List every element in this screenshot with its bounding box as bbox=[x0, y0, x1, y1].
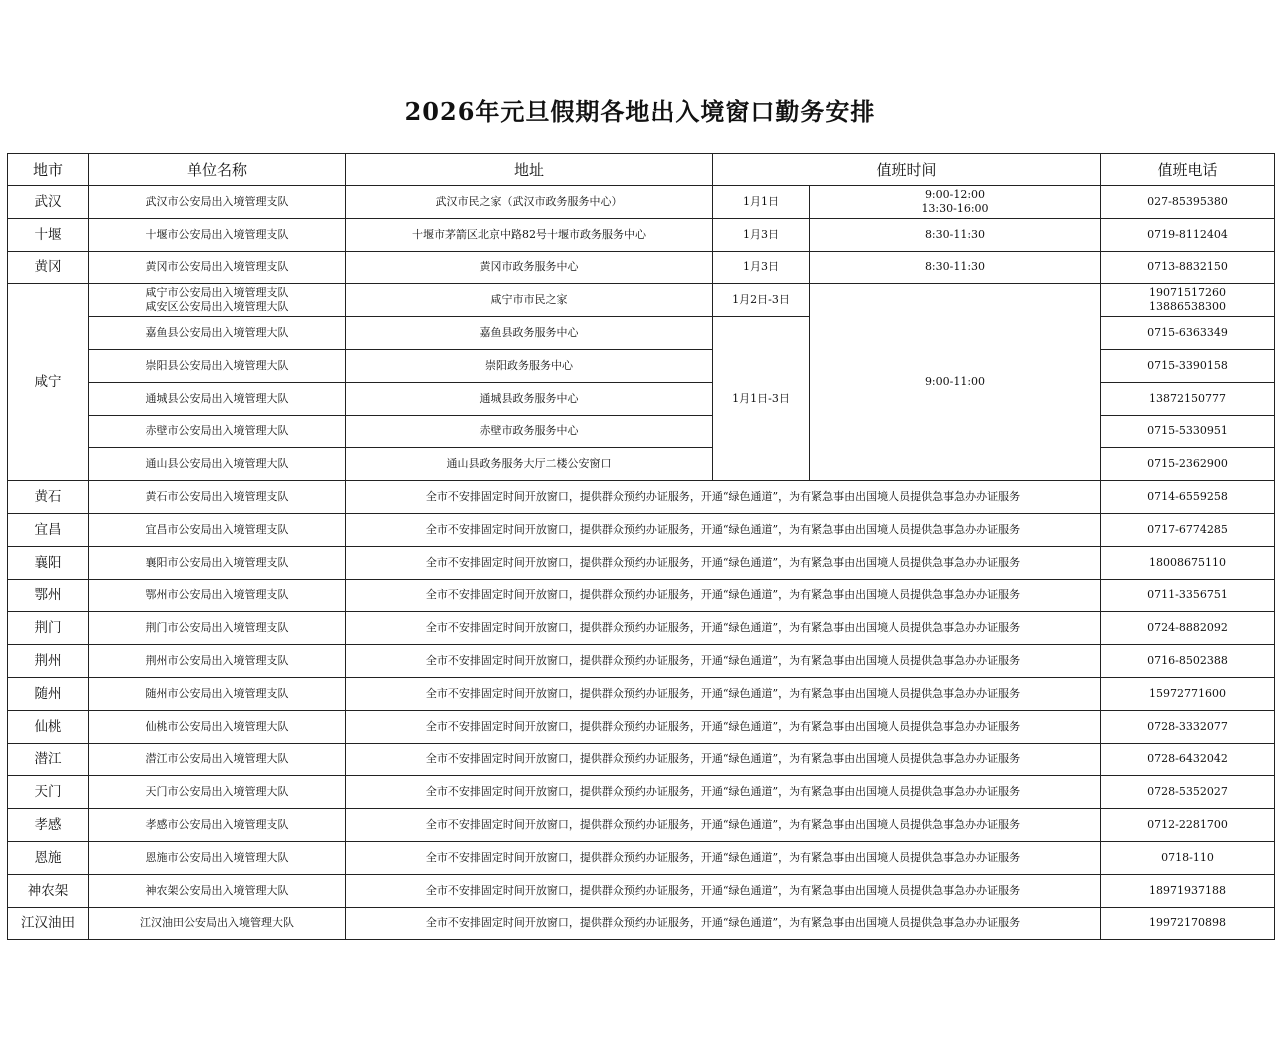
address-cell: 赤壁市政务服务中心 bbox=[346, 415, 713, 448]
unit-cell: 襄阳市公安局出入境管理支队 bbox=[89, 546, 346, 579]
address-cell: 崇阳政务服务中心 bbox=[346, 349, 713, 382]
city-cell: 孝感 bbox=[8, 809, 89, 842]
city-cell: 天门 bbox=[8, 776, 89, 809]
phone-cell: 18971937188 bbox=[1101, 874, 1275, 907]
phone-cell: 0728-5352027 bbox=[1101, 776, 1275, 809]
header-duty-time: 值班时间 bbox=[713, 154, 1101, 186]
unit-cell: 天门市公安局出入境管理大队 bbox=[89, 776, 346, 809]
city-cell: 恩施 bbox=[8, 841, 89, 874]
phone-cell: 0717-6774285 bbox=[1101, 513, 1275, 546]
unit-cell: 宜昌市公安局出入境管理支队 bbox=[89, 513, 346, 546]
date-cell: 1月1日 bbox=[713, 186, 810, 219]
notice-cell: 全市不安排固定时间开放窗口，提供群众预约办证服务，开通“绿色通道”，为有紧急事由出国境人员提供急事急办办证服务 bbox=[346, 809, 1101, 842]
city-cell: 荆门 bbox=[8, 612, 89, 645]
date-cell: 1月2日-3日 bbox=[713, 284, 810, 317]
table-row bbox=[8, 907, 1275, 940]
phone-cell: 0716-8502388 bbox=[1101, 645, 1275, 678]
table-row bbox=[8, 546, 1275, 579]
unit-cell: 江汉油田公安局出入境管理大队 bbox=[89, 907, 346, 940]
phone-cell: 0715-3390158 bbox=[1101, 349, 1275, 382]
notice-cell: 全市不安排固定时间开放窗口，提供群众预约办证服务，开通“绿色通道”，为有紧急事由出国境人员提供急事急办办证服务 bbox=[346, 710, 1101, 743]
phone-cell: 0713-8832150 bbox=[1101, 251, 1275, 284]
phone-cell: 0715-5330951 bbox=[1101, 415, 1275, 448]
phone-cell: 0728-6432042 bbox=[1101, 743, 1275, 776]
notice-cell: 全市不安排固定时间开放窗口，提供群众预约办证服务，开通“绿色通道”，为有紧急事由出国境人员提供急事急办办证服务 bbox=[346, 907, 1101, 940]
table-row bbox=[8, 645, 1275, 678]
table-row bbox=[8, 809, 1275, 842]
table-row bbox=[8, 284, 1275, 317]
unit-cell: 随州市公安局出入境管理支队 bbox=[89, 677, 346, 710]
table-row bbox=[8, 579, 1275, 612]
phone-cell: 0719-8112404 bbox=[1101, 218, 1275, 251]
header-city: 地市 bbox=[8, 154, 89, 186]
city-cell: 咸宁 bbox=[8, 284, 89, 481]
table-row bbox=[8, 776, 1275, 809]
city-cell: 黄冈 bbox=[8, 251, 89, 284]
phone-cell: 0712-2281700 bbox=[1101, 809, 1275, 842]
unit-cell: 仙桃市公安局出入境管理大队 bbox=[89, 710, 346, 743]
address-cell: 嘉鱼县政务服务中心 bbox=[346, 317, 713, 350]
unit-cell: 赤壁市公安局出入境管理大队 bbox=[89, 415, 346, 448]
header-phone: 值班电话 bbox=[1101, 154, 1275, 186]
address-cell: 武汉市民之家（武汉市政务服务中心） bbox=[346, 186, 713, 219]
phone-cell: 0724-8882092 bbox=[1101, 612, 1275, 645]
hours-line: 9:00-12:00 bbox=[924, 187, 986, 201]
city-cell: 十堰 bbox=[8, 218, 89, 251]
unit-cell bbox=[89, 284, 346, 317]
notice-cell: 全市不安排固定时间开放窗口，提供群众预约办证服务，开通“绿色通道”，为有紧急事由出国境人员提供急事急办办证服务 bbox=[346, 776, 1101, 809]
hours-cell bbox=[810, 186, 1101, 219]
city-cell: 仙桃 bbox=[8, 710, 89, 743]
city-cell: 襄阳 bbox=[8, 546, 89, 579]
notice-cell: 全市不安排固定时间开放窗口，提供群众预约办证服务，开通“绿色通道”，为有紧急事由出国境人员提供急事急办办证服务 bbox=[346, 612, 1101, 645]
notice-cell: 全市不安排固定时间开放窗口，提供群众预约办证服务，开通“绿色通道”，为有紧急事由出国境人员提供急事急办办证服务 bbox=[346, 743, 1101, 776]
phone-cell: 027-85395380 bbox=[1101, 186, 1275, 219]
phone-cell: 0715-2362900 bbox=[1101, 448, 1275, 481]
phone-cell: 0711-3356751 bbox=[1101, 579, 1275, 612]
phone-cell: 19972170898 bbox=[1101, 907, 1275, 940]
unit-cell: 十堰市公安局出入境管理支队 bbox=[89, 218, 346, 251]
notice-cell: 全市不安排固定时间开放窗口，提供群众预约办证服务，开通“绿色通道”，为有紧急事由出国境人员提供急事急办办证服务 bbox=[346, 481, 1101, 514]
notice-cell: 全市不安排固定时间开放窗口，提供群众预约办证服务，开通“绿色通道”，为有紧急事由出国境人员提供急事急办办证服务 bbox=[346, 874, 1101, 907]
notice-cell: 全市不安排固定时间开放窗口，提供群众预约办证服务，开通“绿色通道”，为有紧急事由出国境人员提供急事急办办证服务 bbox=[346, 645, 1101, 678]
address-cell: 十堰市茅箭区北京中路82号十堰市政务服务中心 bbox=[346, 218, 713, 251]
phone-cell: 0728-3332077 bbox=[1101, 710, 1275, 743]
unit-cell: 嘉鱼县公安局出入境管理大队 bbox=[89, 317, 346, 350]
table-row bbox=[8, 874, 1275, 907]
unit-line: 咸安区公安局出入境管理大队 bbox=[145, 300, 289, 314]
table-row bbox=[8, 743, 1275, 776]
table-row bbox=[8, 710, 1275, 743]
table-row bbox=[8, 841, 1275, 874]
unit-cell: 荆州市公安局出入境管理支队 bbox=[89, 645, 346, 678]
table-row bbox=[8, 677, 1275, 710]
phone-cell: 0718-110 bbox=[1101, 841, 1275, 874]
unit-cell: 武汉市公安局出入境管理支队 bbox=[89, 186, 346, 219]
phone-cell bbox=[1101, 284, 1275, 317]
date-cell: 1月3日 bbox=[713, 251, 810, 284]
header-address: 地址 bbox=[346, 154, 713, 186]
unit-cell: 潜江市公安局出入境管理大队 bbox=[89, 743, 346, 776]
date-cell: 1月3日 bbox=[713, 218, 810, 251]
city-cell: 武汉 bbox=[8, 186, 89, 219]
unit-cell: 孝感市公安局出入境管理支队 bbox=[89, 809, 346, 842]
address-cell: 通山县政务服务大厅二楼公安窗口 bbox=[346, 448, 713, 481]
hours-cell: 8:30-11:30 bbox=[810, 218, 1101, 251]
hours-cell: 8:30-11:30 bbox=[810, 251, 1101, 284]
unit-cell: 恩施市公安局出入境管理大队 bbox=[89, 841, 346, 874]
table-row bbox=[8, 251, 1275, 284]
page-title: 2026年元旦假期各地出入境窗口勤务安排 bbox=[404, 97, 876, 126]
city-cell: 鄂州 bbox=[8, 579, 89, 612]
phone-cell: 15972771600 bbox=[1101, 677, 1275, 710]
unit-cell: 黄石市公安局出入境管理支队 bbox=[89, 481, 346, 514]
notice-cell: 全市不安排固定时间开放窗口，提供群众预约办证服务，开通“绿色通道”，为有紧急事由出国境人员提供急事急办办证服务 bbox=[346, 841, 1101, 874]
city-cell: 随州 bbox=[8, 677, 89, 710]
city-cell: 潜江 bbox=[8, 743, 89, 776]
unit-cell: 通城县公安局出入境管理大队 bbox=[89, 382, 346, 415]
header-unit: 单位名称 bbox=[89, 154, 346, 186]
phone-cell: 0714-6559258 bbox=[1101, 481, 1275, 514]
phone-line: 13886538300 bbox=[1149, 300, 1226, 314]
hours-line: 13:30-16:00 bbox=[921, 201, 989, 215]
table-row bbox=[8, 612, 1275, 645]
address-cell: 黄冈市政务服务中心 bbox=[346, 251, 713, 284]
header-row bbox=[8, 154, 1275, 186]
date-cell: 1月1日-3日 bbox=[713, 317, 810, 481]
unit-cell: 黄冈市公安局出入境管理支队 bbox=[89, 251, 346, 284]
table-row bbox=[8, 186, 1275, 219]
city-cell: 江汉油田 bbox=[8, 907, 89, 940]
unit-cell: 荆门市公安局出入境管理支队 bbox=[89, 612, 346, 645]
table-row bbox=[8, 218, 1275, 251]
table-row bbox=[8, 481, 1275, 514]
phone-cell: 0715-6363349 bbox=[1101, 317, 1275, 350]
city-cell: 荆州 bbox=[8, 645, 89, 678]
address-cell: 咸宁市市民之家 bbox=[346, 284, 713, 317]
phone-line: 19071517260 bbox=[1149, 286, 1226, 300]
city-cell: 神农架 bbox=[8, 874, 89, 907]
duty-schedule-table bbox=[7, 153, 1275, 940]
unit-cell: 鄂州市公安局出入境管理支队 bbox=[89, 579, 346, 612]
unit-cell: 神农架公安局出入境管理大队 bbox=[89, 874, 346, 907]
city-cell: 宜昌 bbox=[8, 513, 89, 546]
table-row bbox=[8, 513, 1275, 546]
notice-cell: 全市不安排固定时间开放窗口，提供群众预约办证服务，开通“绿色通道”，为有紧急事由出国境人员提供急事急办办证服务 bbox=[346, 677, 1101, 710]
address-cell: 通城县政务服务中心 bbox=[346, 382, 713, 415]
phone-cell: 18008675110 bbox=[1101, 546, 1275, 579]
phone-cell: 13872150777 bbox=[1101, 382, 1275, 415]
notice-cell: 全市不安排固定时间开放窗口，提供群众预约办证服务，开通“绿色通道”，为有紧急事由出国境人员提供急事急办办证服务 bbox=[346, 579, 1101, 612]
city-cell: 黄石 bbox=[8, 481, 89, 514]
notice-cell: 全市不安排固定时间开放窗口，提供群众预约办证服务，开通“绿色通道”，为有紧急事由出国境人员提供急事急办办证服务 bbox=[346, 546, 1101, 579]
unit-line: 咸宁市公安局出入境管理支队 bbox=[145, 286, 289, 300]
notice-cell: 全市不安排固定时间开放窗口，提供群众预约办证服务，开通“绿色通道”，为有紧急事由出国境人员提供急事急办办证服务 bbox=[346, 513, 1101, 546]
hours-cell: 9:00-11:00 bbox=[810, 284, 1101, 481]
unit-cell: 崇阳县公安局出入境管理大队 bbox=[89, 349, 346, 382]
unit-cell: 通山县公安局出入境管理大队 bbox=[89, 448, 346, 481]
